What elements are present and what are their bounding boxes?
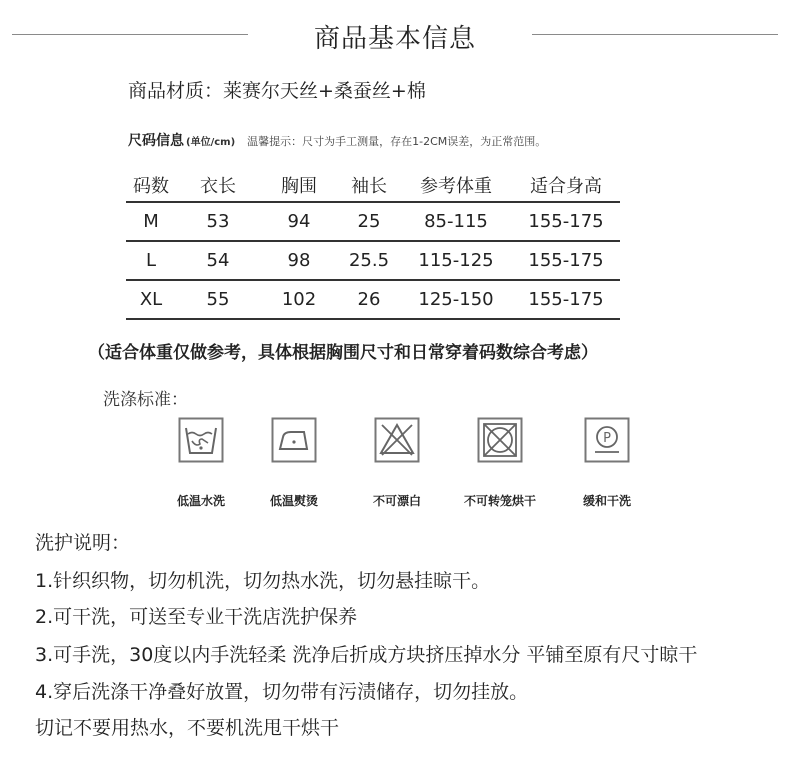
icon-label: 不可漂白 [372, 494, 421, 508]
table-cell: 25 [338, 202, 400, 241]
svg-text:P: P [603, 431, 611, 446]
icon-label: 缓和干洗 [582, 494, 631, 508]
table-cell: 155-175 [512, 280, 620, 319]
care-title: 洗护说明： [35, 532, 131, 554]
table-cell: 115-125 [400, 241, 512, 280]
icon-label: 低温水洗 [176, 494, 225, 508]
column-header: 胸围 [260, 168, 338, 202]
low-temp-iron-icon [271, 417, 317, 463]
washing-title: 洗涤标准： [103, 390, 188, 410]
care-line: 2.可干洗，可送至专业干洗店洗护保养 [35, 606, 358, 628]
column-header: 袖长 [338, 168, 400, 202]
table-cell: XL [126, 280, 176, 319]
page-title: 商品基本信息 [313, 24, 476, 54]
table-row [126, 241, 620, 280]
table-cell: 155-175 [512, 202, 620, 241]
column-header: 参考体重 [400, 168, 512, 202]
table-cell: 25.5 [338, 241, 400, 280]
table-row [126, 202, 620, 241]
icon-label: 不可转笼烘干 [463, 494, 536, 508]
care-line: 1.针织织物，切勿机洗，切勿热水洗，切勿悬挂晾干。 [35, 570, 491, 592]
table-cell: 26 [338, 280, 400, 319]
size-info-unit: (单位/cm) [186, 137, 236, 148]
low-temp-wash-icon [178, 417, 224, 463]
table-cell: 54 [176, 241, 260, 280]
table-cell: 155-175 [512, 241, 620, 280]
size-info-tip: 温馨提示：尺寸为手工测量，存在1-2CM误差，为正常范围。 [247, 135, 547, 148]
size-table-header-row [126, 168, 620, 202]
no-bleach-icon [374, 417, 420, 463]
gentle-dry-clean-icon [584, 417, 630, 463]
table-cell: 98 [260, 241, 338, 280]
table-cell: 94 [260, 202, 338, 241]
column-header: 码数 [126, 168, 176, 202]
table-cell: 55 [176, 280, 260, 319]
table-cell: M [126, 202, 176, 241]
size-info-header [128, 130, 546, 150]
table-cell: 102 [260, 280, 338, 319]
size-info-title: 尺码信息 [128, 133, 184, 149]
table-cell: L [126, 241, 176, 280]
material-label: 商品材质： [128, 80, 224, 102]
material-value: 莱赛尔天丝+桑蚕丝+棉 [223, 80, 426, 102]
material-row [128, 76, 426, 103]
icon-label: 低温熨烫 [269, 494, 318, 508]
weight-note: （适合体重仅做参考，具体根据胸围尺寸和日常穿着码数综合考虑） [88, 343, 598, 363]
column-header: 适合身高 [512, 168, 620, 202]
care-line: 切记不要用热水，不要机洗甩干烘干 [35, 717, 340, 739]
table-cell: 125-150 [400, 280, 512, 319]
table-row [126, 280, 620, 319]
care-line: 4.穿后洗涤干净叠好放置，切勿带有污渍储存，切勿挂放。 [35, 681, 529, 703]
table-cell: 85-115 [400, 202, 512, 241]
care-line: 3.可手洗，30度以内手洗轻柔 洗净后折成方块挤压掉水分 平铺至原有尺寸晾干 [35, 644, 698, 666]
size-table [126, 168, 620, 320]
no-tumble-dry-icon [477, 417, 523, 463]
table-cell: 53 [176, 202, 260, 241]
column-header: 衣长 [176, 168, 260, 202]
